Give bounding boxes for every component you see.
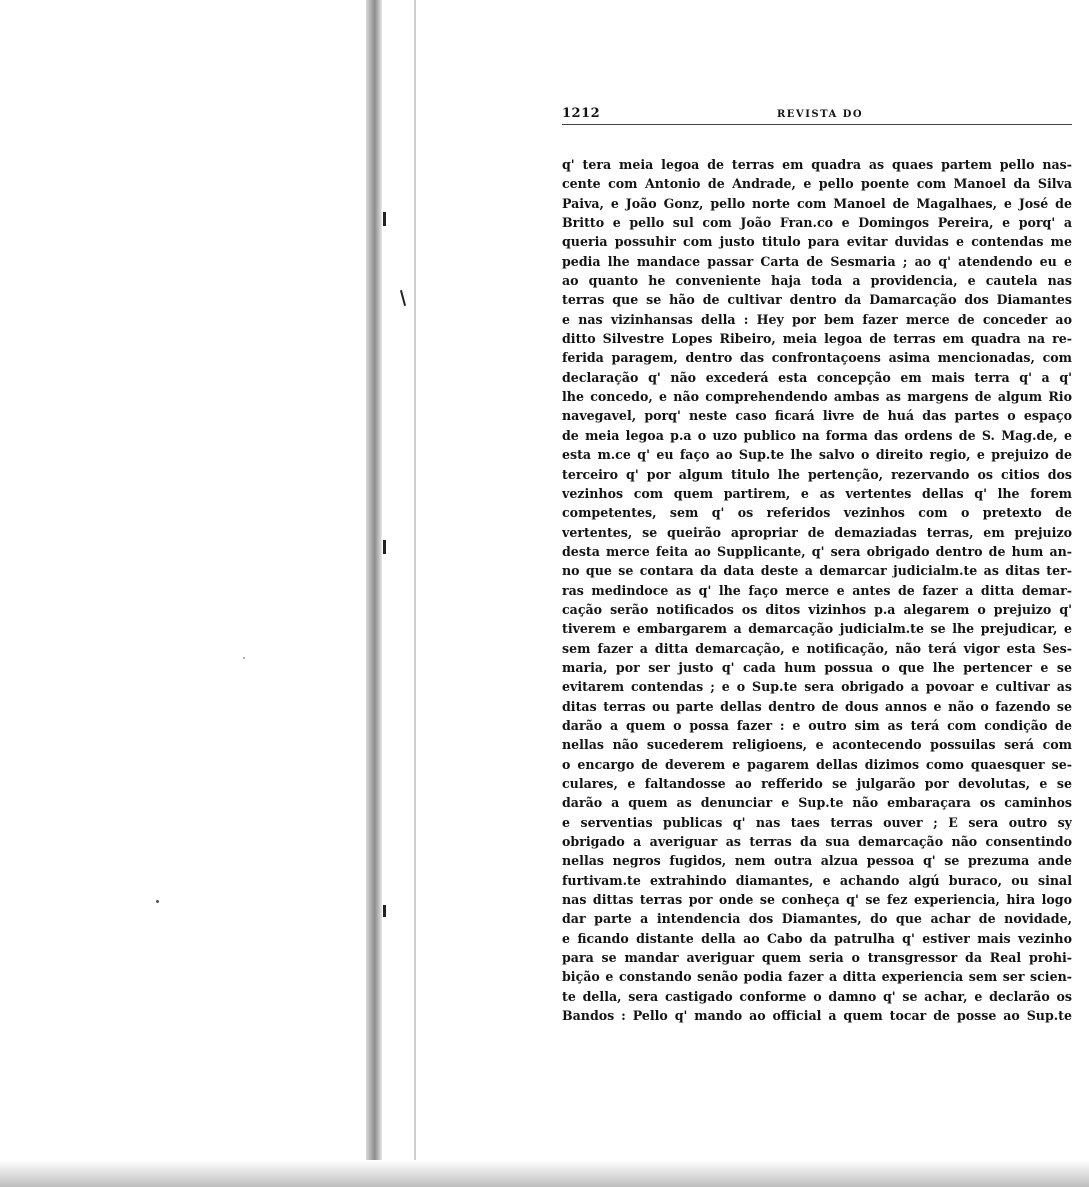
text-line: lhe concedo, e não comprehendendo ambas as margens de algum Rio xyxy=(562,389,1072,405)
text-line: furtivam.te extrahindo diamantes, e achando algú buraco, ou sinal xyxy=(562,872,1072,888)
text-line: e serventias publicas q' nas taes terras ouver ; E sera outro sy xyxy=(562,814,1072,830)
text-line: e ficando distante della ao Cabo da patrulha q' estiver mais vezinho xyxy=(562,930,1072,946)
body-text xyxy=(562,155,1072,1025)
text-line: esta m.ce q' eu faço ao Sup.te lhe salvo o direito regio, e prejuizo de xyxy=(562,447,1072,463)
text-line: maria, por ser justo q' cada hum possua o que lhe pertencer e se xyxy=(562,659,1072,675)
running-head xyxy=(562,104,1072,125)
text-line: o encargo de deverem e pagarem dellas dizimos como quaesquer se- xyxy=(562,756,1072,772)
text-line: obrigado a averiguar as terras da sua demarcação não consentindo xyxy=(562,834,1072,850)
text-line: te della, sera castigado conforme o damno q' se achar, e declarão os xyxy=(562,988,1072,1004)
text-line: ao quanto he conveniente haja toda a providencia, e cautela nas xyxy=(562,273,1072,289)
text-line: cação serão notificados os ditos vizinhos p.a alegarem o prejuizo q' xyxy=(562,601,1072,617)
text-line: q' tera meia legoa de terras em quadra as quaes partem pello nas- xyxy=(562,157,1072,172)
text-line: e nas vizinhansas della : Hey por bem fazer merce de conceder ao xyxy=(562,311,1072,327)
gutter-mark xyxy=(400,290,406,306)
text-line: Britto e pello sul com João Fran.co e Domingos Pereira, e porq' a xyxy=(562,215,1072,231)
page-bottom-shadow xyxy=(0,1160,1089,1187)
text-line: ferida paragem, dentro das confrontaçoens asima mencionadas, com xyxy=(562,350,1072,366)
text-line: declaração q' não excederá esta concepção em mais terra q' a q' xyxy=(562,369,1072,385)
text-line: ras medindoce as q' lhe faço merce e antes de fazer a ditta demar- xyxy=(562,582,1072,598)
text-line: terras que se hão de cultivar dentro da Damarcação dos Diamantes xyxy=(562,292,1072,308)
text-line: para se mandar averiguar quem seria o transgressor da Real prohi- xyxy=(562,950,1072,966)
text-line: Bandos : Pello q' mando ao official a quem tocar de posse ao Sup.te xyxy=(562,1008,1072,1024)
text-line: de meia legoa p.a o uzo publico na forma das ordens de S. Mag.de, e xyxy=(562,427,1072,443)
text-line: Paiva, e João Gonz, pello norte com Manoel de Magalhaes, e José de xyxy=(562,195,1072,211)
right-page xyxy=(562,104,1072,1025)
text-line: darão a quem as denunciar e Sup.te não embaraçara os caminhos xyxy=(562,795,1072,811)
text-line: nas dittas terras por onde se conheça q' se fez experiencia, hira logo xyxy=(562,892,1072,908)
text-line: ditto Silvestre Lopes Ribeiro, meia legoa de terras em quadra na re- xyxy=(562,331,1072,347)
gutter-mark xyxy=(383,905,386,917)
text-line: evitarem contendas ; e o Sup.te sera obrigado a povoar e cultivar as xyxy=(562,679,1072,695)
binding-gutter xyxy=(366,0,382,1187)
page-edge-line xyxy=(414,0,416,1187)
text-line: desta merce feita ao Supplicante, q' sera obrigado dentro de hum an- xyxy=(562,543,1072,559)
text-line: tiverem e embargarem a demarcação judicialm.te se lhe prejudicar, e xyxy=(562,621,1072,637)
text-line: queria possuhir com justo titulo para evitar duvidas e contendas me xyxy=(562,234,1072,250)
text-line: nellas não sucederem religioens, e acontecendo possuilas será com xyxy=(562,737,1072,753)
text-line: nellas negros fugidos, nem outra alzua pessoa q' se prezuma ande xyxy=(562,853,1072,869)
text-line: bição e constando senão podia fazer a ditta experiencia sem ser scien- xyxy=(562,969,1072,985)
text-line: ditas terras ou parte dellas dentro de dous annos e não o fazendo se xyxy=(562,698,1072,714)
text-line: pedia lhe mandace passar Carta de Sesmaria ; ao q' atendendo eu e xyxy=(562,253,1072,269)
paper-speck xyxy=(156,900,159,903)
text-line: culares, e faltandosse ao refferido se julgarão por devolutas, e se xyxy=(562,776,1072,791)
running-head-title: REVISTA DO xyxy=(777,109,864,120)
text-line: sem fazer a ditta demarcação, e notificação, não terá vigor esta Ses- xyxy=(562,640,1072,656)
text-line: vezinhos com quem partirem, e as vertentes dellas q' lhe forem xyxy=(562,485,1072,501)
text-line: no que se contara da data deste a demarcar judicialm.te as ditas ter- xyxy=(562,563,1072,579)
text-line: dar parte a intendencia dos Diamantes, do que achar de novidade, xyxy=(562,911,1072,927)
text-line: navegavel, porq' neste caso ficará livre de huá das partes o espaço xyxy=(562,408,1072,424)
text-line: competentes, sem q' os referidos vezinhos com o pretexto de xyxy=(562,505,1072,521)
text-line: terceiro q' por algum titulo lhe pertenção, rezervando os citios dos xyxy=(562,466,1072,482)
paper-speck xyxy=(243,657,245,659)
page-number: 1212 xyxy=(562,106,601,121)
text-line: vertentes, se queirão apropriar de demaziadas terras, em prejuizo xyxy=(562,524,1072,540)
gutter-mark xyxy=(383,212,386,226)
gutter-mark xyxy=(383,540,386,554)
text-line: cente com Antonio de Andrade, e pello poente com Manoel da Silva xyxy=(562,176,1072,192)
text-line: darão a quem o possa fazer : e outro sim as terá com condição de xyxy=(562,717,1072,733)
